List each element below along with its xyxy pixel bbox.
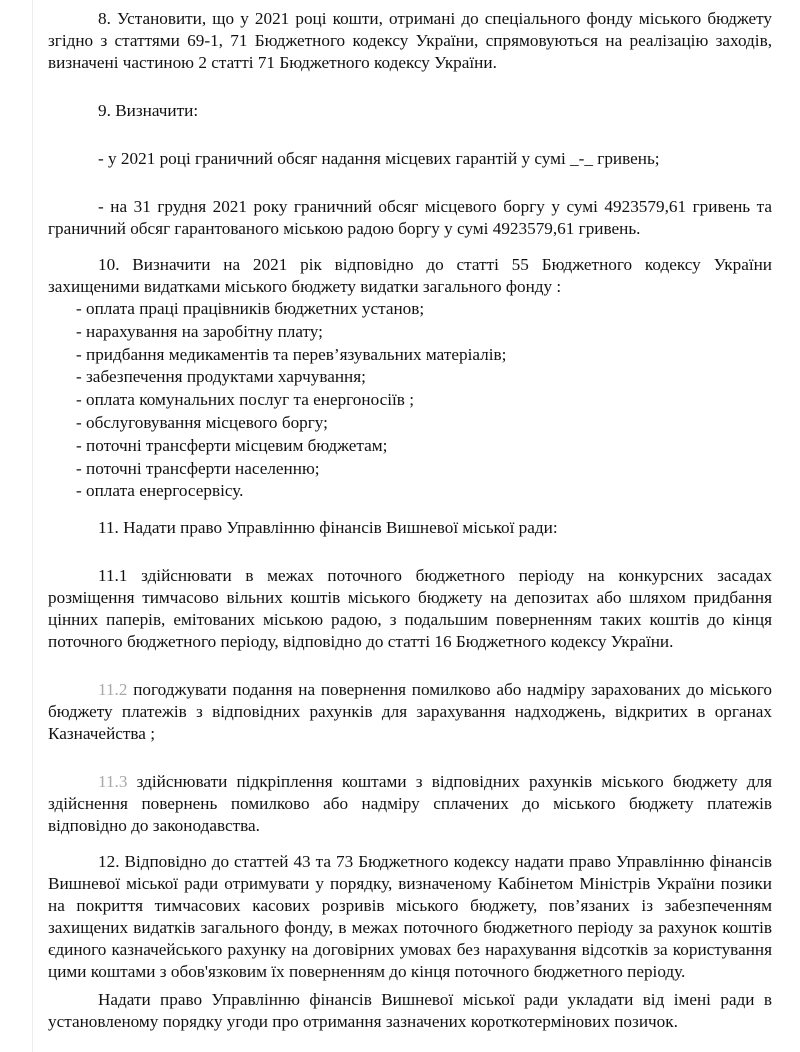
clause-12: 12. Відповідно до статтей 43 та 73 Бюджетного кодексу надати право Управлінню фінансів Вишневої міської ради отримувати у порядку, визначеному Кабінетом Міністрів України позики на покриття тимчасових касових розривів міського бюджету, пов’язаних із забезпеченням захищених видатків загального фонду, в межах поточного бюджетного періоду за рахунок коштів єдиного казначейського рахунку на договірних умовах без нарахування відсотків за користування цими коштами з обов'язковим їх поверненням до кінця поточного бюджетного періоду. xyxy=(48,852,772,982)
list-item: - поточні трансферти населенню; xyxy=(76,458,320,478)
list-item: - поточні трансферти місцевим бюджетам; xyxy=(76,435,388,455)
clause-12-loans: Надати право Управлінню фінансів Вишневої міської ради укладати від імені ради в установленому порядку угоди про отримання зазначених короткотермінових позичок. xyxy=(48,990,772,1032)
list-item: - нарахування на заробітну плату; xyxy=(76,321,323,341)
list-item: - забезпечення продуктами харчування; xyxy=(76,367,366,387)
clause-9-heading: 9. Визначити: xyxy=(98,101,199,120)
clause-11-3-number: 11.3 xyxy=(98,772,128,792)
clause-11-3-text: здійснювати підкріплення коштами з відповідних рахунків міського бюджету для здійснення повернень помилково або надміру сплачених до міського бюджету платежів відповідно до законодавства. xyxy=(48,772,772,836)
protected-expenses-list xyxy=(48,298,772,503)
clause-11-2 xyxy=(48,679,772,745)
list-item: - оплата енергосервісу. xyxy=(76,481,244,501)
clause-11-heading: 11. Надати право Управлінню фінансів Вишневої міської ради: xyxy=(98,518,558,538)
clause-11-1: 11.1 здійснювати в межах поточного бюджетного періоду на конкурсних засадах розміщення тимчасово вільних коштів міського бюджету на депозитах або шляхом придбання цінних паперів, емітованих міською радою, з подальшим поверненням таких коштів до кінця поточного бюджетного періоду, відповідно до статті 16 Бюджетного кодексу України. xyxy=(48,566,772,652)
clause-10-heading: 10. Визначити на 2021 рік відповідно до статті 55 Бюджетного кодексу України захищеними видатками міського бюджету видатки загального фонду : xyxy=(48,255,772,296)
scan-edge xyxy=(32,0,33,1052)
list-item: - оплата комунальних послуг та енергоносіїв ; xyxy=(76,390,414,410)
list-item: - оплата праці працівників бюджетних установ; xyxy=(76,299,425,318)
clause-9-debt-limit: - на 31 грудня 2021 року граничний обсяг місцевого боргу у сумі 4923579,61 гривень та граничний обсяг гарантованого міською радою боргу у сумі 4923579,61 гривень. xyxy=(48,197,772,238)
list-item: - придбання медикаментів та перев’язувальних матеріалів; xyxy=(76,344,507,364)
list-item: - обслуговування місцевого боргу; xyxy=(76,412,328,432)
clause-11-3 xyxy=(48,771,772,837)
clause-11-2-number: 11.2 xyxy=(98,680,128,700)
clause-9-guarantees: - у 2021 році граничний обсяг надання місцевих гарантій у сумі _-_ гривень; xyxy=(98,149,660,168)
clause-8: 8. Установити, що у 2021 році кошти, отримані до спеціального фонду міського бюджету згідно з статтями 69-1, 71 Бюджетного кодексу України, спрямовуються на реалізацію заходів, визначені частиною 2 статті 71 Бюджетного кодексу України. xyxy=(48,9,772,72)
clause-11-2-text: погоджувати подання на повернення помилково або надміру зарахованих до міського бюджету платежів з відповідних рахунків для зарахування надходжень, відкритих в органах Казначейства ; xyxy=(48,680,772,744)
